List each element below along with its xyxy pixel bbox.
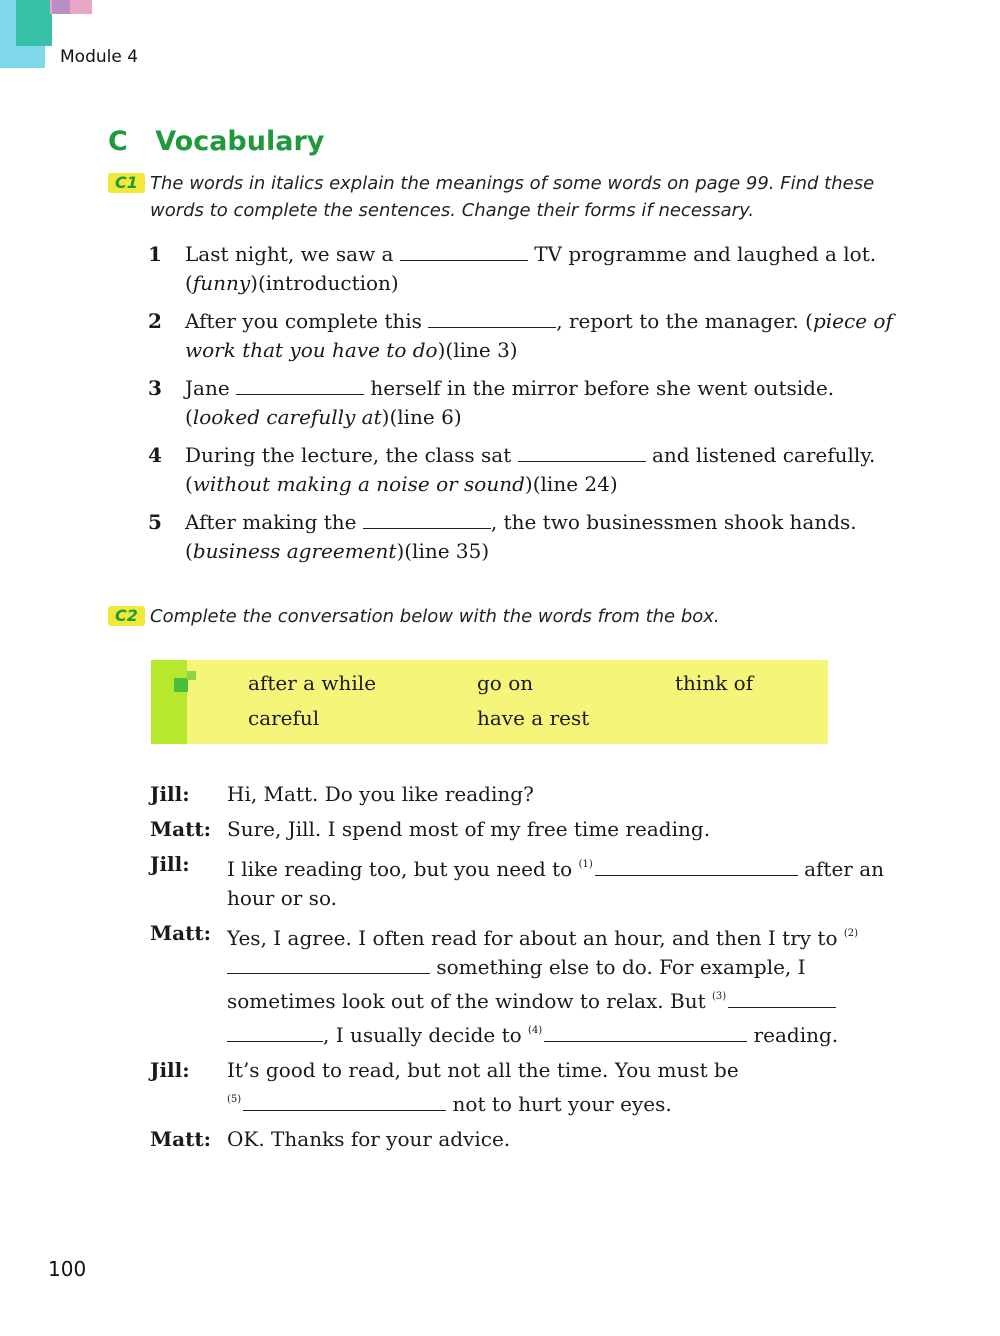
item-text: and listened carefully. <box>651 443 876 467</box>
decor-square <box>187 671 196 680</box>
exercise-item-4: 4 During the lecture, the class sat and listened carefully. (without making a noise or sound)(line 24) <box>148 443 876 496</box>
dialogue-text: after an hour or so. <box>227 857 885 910</box>
item-reference: (line 35) <box>404 539 490 563</box>
answer-blank-4[interactable] <box>544 1023 747 1042</box>
item-reference: (line 24) <box>532 472 618 496</box>
c1-exercise-list <box>148 240 928 575</box>
exercise-item-1: 1 Last night, we saw a TV programme and laughed a lot. (funny)(introduction) <box>148 242 877 295</box>
blank-number: (4) <box>528 1025 543 1036</box>
blank-number: (3) <box>711 991 727 1002</box>
word-option: after a while <box>248 671 377 695</box>
dialogue-text: I like reading too, but you need to <box>227 857 573 881</box>
c2-instruction-block <box>108 603 908 630</box>
dialogue-text: , I usually decide to <box>323 1023 522 1047</box>
c2-badge: C2 <box>108 606 145 626</box>
word-option: go on <box>477 671 534 695</box>
answer-blank[interactable] <box>363 510 491 529</box>
dialogue-line <box>150 850 910 913</box>
answer-blank-2[interactable] <box>227 955 430 974</box>
dialogue-text: It’s good to read, but not all the time. You must be <box>227 1058 739 1082</box>
item-text: , the two businessmen shook hands. <box>490 510 857 534</box>
answer-blank-3-cont[interactable] <box>227 1023 323 1042</box>
item-text: After you complete this <box>185 309 422 333</box>
word-option: have a rest <box>477 706 590 730</box>
dialogue-line <box>150 1056 910 1119</box>
item-number: 2 <box>148 309 162 333</box>
speaker-name: Matt: <box>150 921 211 945</box>
dialogue-text: not to hurt your eyes. <box>452 1092 672 1116</box>
item-text: After making the <box>185 510 357 534</box>
word-box-edge <box>151 660 187 744</box>
answer-blank[interactable] <box>400 242 528 261</box>
item-text: Last night, we saw a <box>185 242 394 266</box>
exercise-item-5: 5 After making the , the two businessmen shook hands. (business agreement)(line 35) <box>148 510 857 563</box>
c2-instruction: Complete the conversation below with the words from the box. <box>150 606 720 627</box>
speaker-name: Jill: <box>150 852 190 876</box>
c1-badge: C1 <box>108 173 145 193</box>
item-hint: funny <box>192 271 251 295</box>
conversation <box>150 780 910 1160</box>
dialogue-line <box>150 815 910 844</box>
word-option: think of <box>675 671 754 695</box>
blank-number: (1) <box>578 859 593 870</box>
dialogue-text: Yes, I agree. I often read for about an hour, and then I try to <box>227 926 838 950</box>
item-text: During the lecture, the class sat <box>185 443 512 467</box>
c1-instruction: The words in italics explain the meanings of some words on page 99. Find these words to complete the sentences. Change their forms if necessary. <box>150 173 875 221</box>
item-number: 1 <box>148 242 162 266</box>
item-hint: looked carefully at <box>192 405 382 429</box>
dialogue-line <box>150 919 910 1050</box>
word-option: careful <box>248 706 320 730</box>
dialogue-text: reading. <box>753 1023 839 1047</box>
speaker-name: Matt: <box>150 1127 211 1151</box>
dialogue-text: Hi, Matt. Do you like reading? <box>227 782 534 806</box>
item-number: 5 <box>148 510 162 534</box>
section-title: Vocabulary <box>155 126 325 157</box>
item-number: 3 <box>148 376 162 400</box>
blank-number: (2) <box>843 928 859 939</box>
answer-blank-1[interactable] <box>595 857 798 876</box>
dialogue-line <box>150 1125 910 1154</box>
item-text: TV programme and laughed a lot. <box>534 242 877 266</box>
item-hint: business agreement <box>192 539 397 563</box>
item-text: , report to the manager. <box>556 309 799 333</box>
decor-square <box>174 678 188 692</box>
answer-blank[interactable] <box>236 376 364 395</box>
page-number: 100 <box>48 1257 87 1281</box>
answer-blank-3[interactable] <box>728 989 836 1008</box>
answer-blank[interactable] <box>428 309 556 328</box>
blank-number: (5) <box>227 1094 242 1105</box>
answer-blank[interactable] <box>518 443 646 462</box>
exercise-item-2: 2 After you complete this , report to the manager. (piece of work that you have to do)(line 3) <box>148 309 893 362</box>
word-box <box>151 660 828 744</box>
item-number: 4 <box>148 443 162 467</box>
dialogue-text: something else to do. For example, I sometimes look out of the window to relax. But <box>227 955 806 1013</box>
item-reference: (introduction) <box>257 271 399 295</box>
answer-blank-5[interactable] <box>243 1092 446 1111</box>
dialogue-text: Sure, Jill. I spend most of my free time reading. <box>227 817 711 841</box>
c1-instruction-block <box>108 170 908 224</box>
item-hint: piece of work that you have to do <box>185 309 893 362</box>
dialogue-line <box>150 780 910 809</box>
section-heading <box>108 126 324 157</box>
module-label: Module 4 <box>60 47 139 67</box>
speaker-name: Jill: <box>150 1058 190 1082</box>
dialogue-text: OK. Thanks for your advice. <box>227 1127 511 1151</box>
speaker-name: Jill: <box>150 782 190 806</box>
speaker-name: Matt: <box>150 817 211 841</box>
item-hint: without making a noise or sound <box>192 472 525 496</box>
item-text: Jane <box>185 376 230 400</box>
item-reference: (line 3) <box>445 338 518 362</box>
section-letter: C <box>108 126 128 157</box>
item-reference: (line 6) <box>389 405 462 429</box>
item-text: herself in the mirror before she went outside. <box>370 376 835 400</box>
exercise-item-3: 3 Jane herself in the mirror before she went outside. (looked carefully at)(line 6) <box>148 376 835 429</box>
